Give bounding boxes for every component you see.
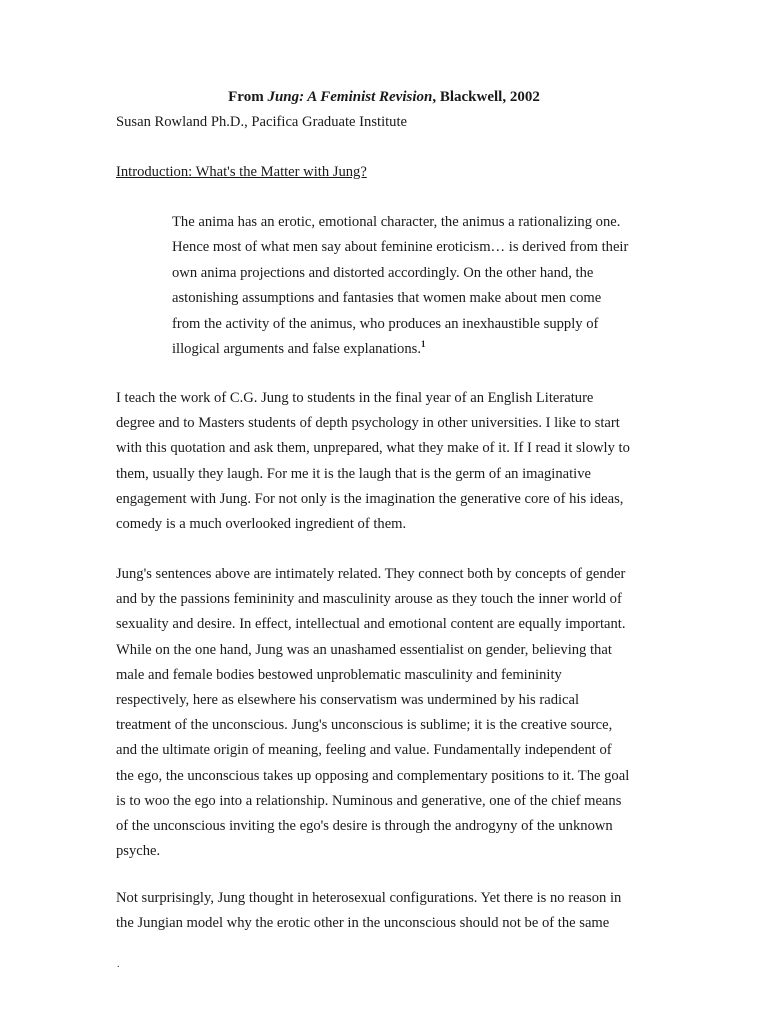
paragraph-line: treatment of the unconscious. Jung's unconscious is sublime; it is the creative source, <box>116 717 613 734</box>
paragraph-line: them, usually they laugh. For me it is the laugh that is the germ of an imaginative <box>116 465 592 482</box>
paragraph-line: Jung's sentences above are intimately related. They connect both by concepts of gender <box>116 566 626 582</box>
paragraph-line: and the ultimate origin of meaning, feeling and value. Fundamentally independent of <box>116 742 612 759</box>
paragraph-line: degree and to Masters students of depth psychology in other universities. I like to start <box>116 415 620 432</box>
document-title <box>0 86 768 108</box>
quote-line-last <box>172 337 662 362</box>
paragraph-line: Not surprisingly, Jung thought in heterosexual configurations. Yet there is no reason in <box>116 890 622 906</box>
paragraph-line: and by the passions femininity and masculinity arouse as they touch the inner world of <box>116 591 622 608</box>
paragraph-line: is to woo the ego into a relationship. Numinous and generative, one of the chief means <box>116 792 622 809</box>
title-prefix: From <box>228 89 268 105</box>
paragraph-line: comedy is a much overlooked ingredient of them. <box>116 515 407 532</box>
paragraph-line: psyche. <box>116 843 161 860</box>
paragraph-line: respectively, here as elsewhere his conservatism was undermined by his radical <box>116 691 580 708</box>
footer-mark: . <box>117 959 120 970</box>
footnote-marker[interactable]: 1 <box>420 338 426 349</box>
paragraph-1 <box>116 386 661 537</box>
title-book-name: Jung: A Feminist Revision <box>267 89 433 105</box>
paragraph-line: the ego, the unconscious takes up opposing and complementary positions to it. The goal <box>116 767 630 784</box>
quote-line-text: illogical arguments and false explanations. <box>172 340 421 357</box>
quote-line: Hence most of what men say about feminine eroticism… is derived from their <box>172 239 629 256</box>
paragraph-line: with this quotation and ask them, unprepared, what they make of it. If I read it slowly to <box>116 440 630 457</box>
section-heading: Introduction: What's the Matter with Jung? <box>116 164 367 180</box>
title-suffix: , Blackwell, 2002 <box>432 89 540 105</box>
block-quote <box>172 210 662 362</box>
quote-line: The anima has an erotic, emotional character, the animus a rationalizing one. <box>172 214 621 230</box>
quote-line: from the activity of the animus, who produces an inexhaustible supply of <box>172 315 599 332</box>
quote-line: own anima projections and distorted accordingly. On the other hand, the <box>172 264 594 281</box>
paragraph-line: male and female bodies bestowed unproblematic masculinity and femininity <box>116 666 562 683</box>
paragraph-line: of the unconscious inviting the ego's desire is through the androgyny of the unknown <box>116 817 613 834</box>
paragraph-line: engagement with Jung. For not only is the imagination the generative core of his ideas, <box>116 490 624 507</box>
quote-line: astonishing assumptions and fantasies that women make about men come <box>172 290 602 307</box>
author-line: Susan Rowland Ph.D., Pacifica Graduate Institute <box>116 114 408 130</box>
paragraph-3 <box>116 886 661 936</box>
paragraph-line: the Jungian model why the erotic other in the unconscious should not be of the same <box>116 915 610 932</box>
paragraph-line: I teach the work of C.G. Jung to students in the final year of an English Literature <box>116 390 594 406</box>
paragraph-2 <box>116 562 661 864</box>
paragraph-line: While on the one hand, Jung was an unashamed essentialist on gender, believing that <box>116 641 612 658</box>
paragraph-line: sexuality and desire. In effect, intellectual and emotional content are equally important. <box>116 616 626 633</box>
